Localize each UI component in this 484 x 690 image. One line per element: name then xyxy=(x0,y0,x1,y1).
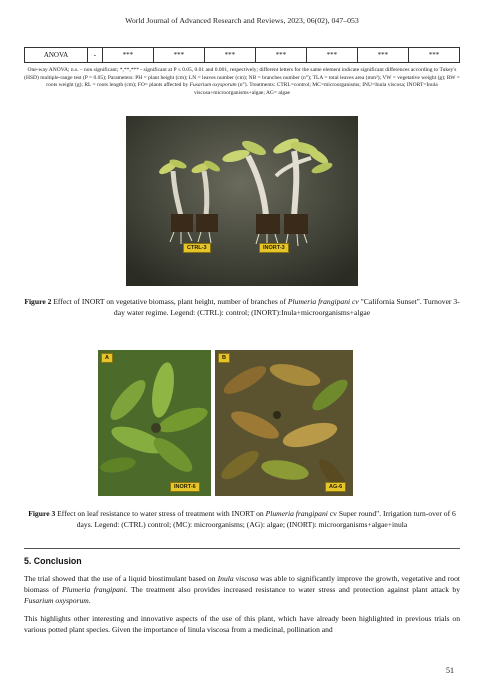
conclusion-paragraph-2: This highlights other interesting and innovative aspects of the use of this plant, which have already been highlighted in previous trials on various potted plant species. Given the importance of linula viscosa from a medicinal, pollination and xyxy=(24,614,460,634)
stressed-plant-illustration xyxy=(215,350,353,496)
panel-a-letter: A xyxy=(101,353,113,363)
healthy-plant-illustration xyxy=(98,350,211,496)
anova-cell: *** xyxy=(357,48,408,63)
inort-3-label: INORT-3 xyxy=(259,243,289,253)
section-divider xyxy=(24,548,460,549)
ctrl-3-label: CTRL-3 xyxy=(183,243,211,253)
conclusion-paragraph-1: The trial showed that the use of a liquid biostimulant based on Inula viscosa was able to significantly improve the growth, vegetative and root biomass of Plumeria frangipani. The treatment also provides increased resistance to water stress and protection against plant attack by Fusarium oxysporum. xyxy=(24,574,460,605)
figure-3a-photo xyxy=(98,350,211,496)
anova-cell: *** xyxy=(306,48,357,63)
panel-b-letter: B xyxy=(218,353,230,363)
anova-cell: *** xyxy=(153,48,204,63)
anova-cell: *** xyxy=(408,48,459,63)
anova-label: ANOVA xyxy=(25,48,88,63)
section-heading: 5. Conclusion xyxy=(24,556,82,566)
plant-cuttings-illustration xyxy=(126,116,358,286)
inort-6-label: INORT-6 xyxy=(170,482,200,492)
table-footnote: One-way ANOVA; n.s. – non significant; *,**,*** - significant at P ≤ 0.05, 0.01 and 0.001, respectively; different letters for the same element indicate significant differences according to Tukey's (HSD) multiple-range test (P = 0.05); Parameters: PH = plant height (cm); LN = leaves number (cm); NB = branches number (n°); TLA = total leaves area (mm²); VW = vegetative weight (g); RW = roots weight (g); RL = roots length (cm); FO= plants affected by Fusarium oxysporum (n°). Treatments: CTRL=control; MC=microorganisms; INU=Inula viscosa; INORT=Inula viscosa+microorganisms+algae; AG= algae xyxy=(24,67,460,96)
page-number: 51 xyxy=(446,666,454,675)
figure-2-photo xyxy=(126,116,358,286)
figure-3-caption: Figure 3 Effect on leaf resistance to water stress of treatment with INORT on Plumeria frangipani cv Super round". Irrigation turn-over of 6 days. Legend: (CTRL) control; (MC): microorganisms; (AG): algae; (INORT): microorganisms+algae+inula xyxy=(28,509,456,529)
anova-table-row xyxy=(24,47,460,63)
anova-cell: *** xyxy=(204,48,255,63)
anova-cell: *** xyxy=(102,48,153,63)
ag-6-label: AG-6 xyxy=(325,482,346,492)
anova-cell: - xyxy=(88,48,103,63)
journal-header: World Journal of Advanced Research and Reviews, 2023, 06(02), 047–053 xyxy=(125,16,359,25)
figure-3b-photo xyxy=(215,350,353,496)
anova-cell: *** xyxy=(255,48,306,63)
figure-2-caption: Figure 2 Effect of INORT on vegetative biomass, plant height, number of branches of Plumeria frangipani cv "California Sunset". Turnover 3-day water regime. Legend: (CTRL): control; (INORT):Inula+microorganisms+algae xyxy=(24,297,460,317)
